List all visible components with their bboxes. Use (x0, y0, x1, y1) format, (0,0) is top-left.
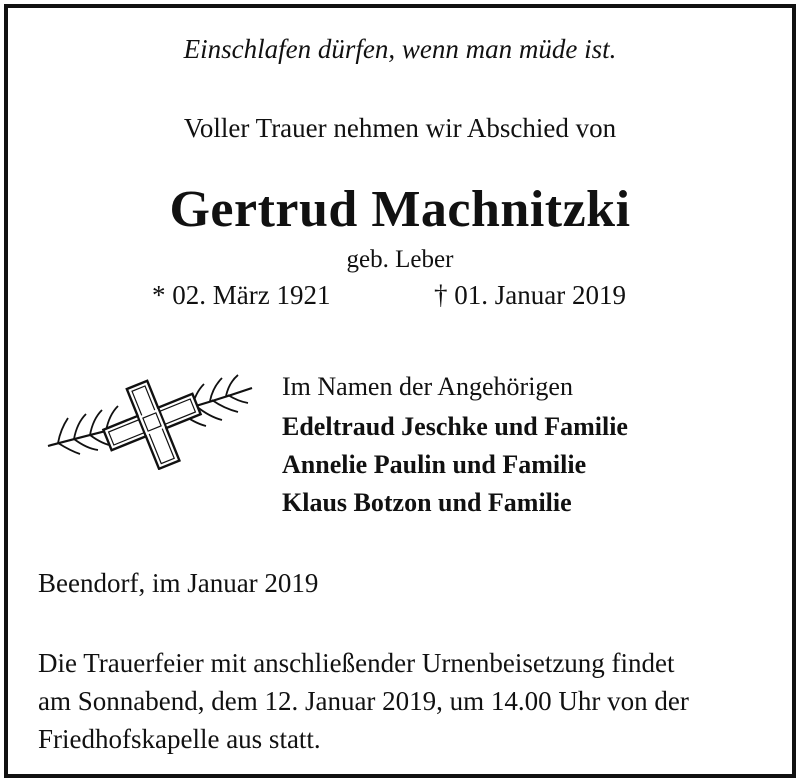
intro-text: Voller Trauer nehmen wir Abschied von (183, 113, 617, 143)
funeral-service-info (38, 644, 778, 758)
relatives-block (282, 370, 628, 522)
service-line: Friedhofskapelle aus statt. (38, 724, 321, 754)
service-line: Die Trauerfeier mit anschließender Urnenbeisetzung findet (38, 648, 675, 678)
family-line: Edeltraud Jeschke und Familie (282, 412, 628, 441)
deceased-name: Gertrud Machnitzki (169, 181, 631, 238)
birth-date: * 02. März 1921 (152, 280, 331, 310)
cross-with-palm-branch-icon (40, 370, 260, 470)
family-line: Annelie Paulin und Familie (282, 450, 587, 479)
death-date: † 01. Januar 2019 (434, 280, 626, 310)
service-line: am Sonnabend, dem 12. Januar 2019, um 14.00 Uhr von der (38, 686, 689, 716)
obituary-notice (4, 4, 796, 778)
family-line: Klaus Botzon und Familie (282, 488, 572, 517)
motto: Einschlafen dürfen, wenn man müde ist. (183, 34, 617, 64)
maiden-name: geb. Leber (346, 246, 454, 273)
on-behalf-label: Im Namen der Angehörigen (282, 372, 573, 401)
place-and-date: Beendorf, im Januar 2019 (38, 568, 319, 598)
